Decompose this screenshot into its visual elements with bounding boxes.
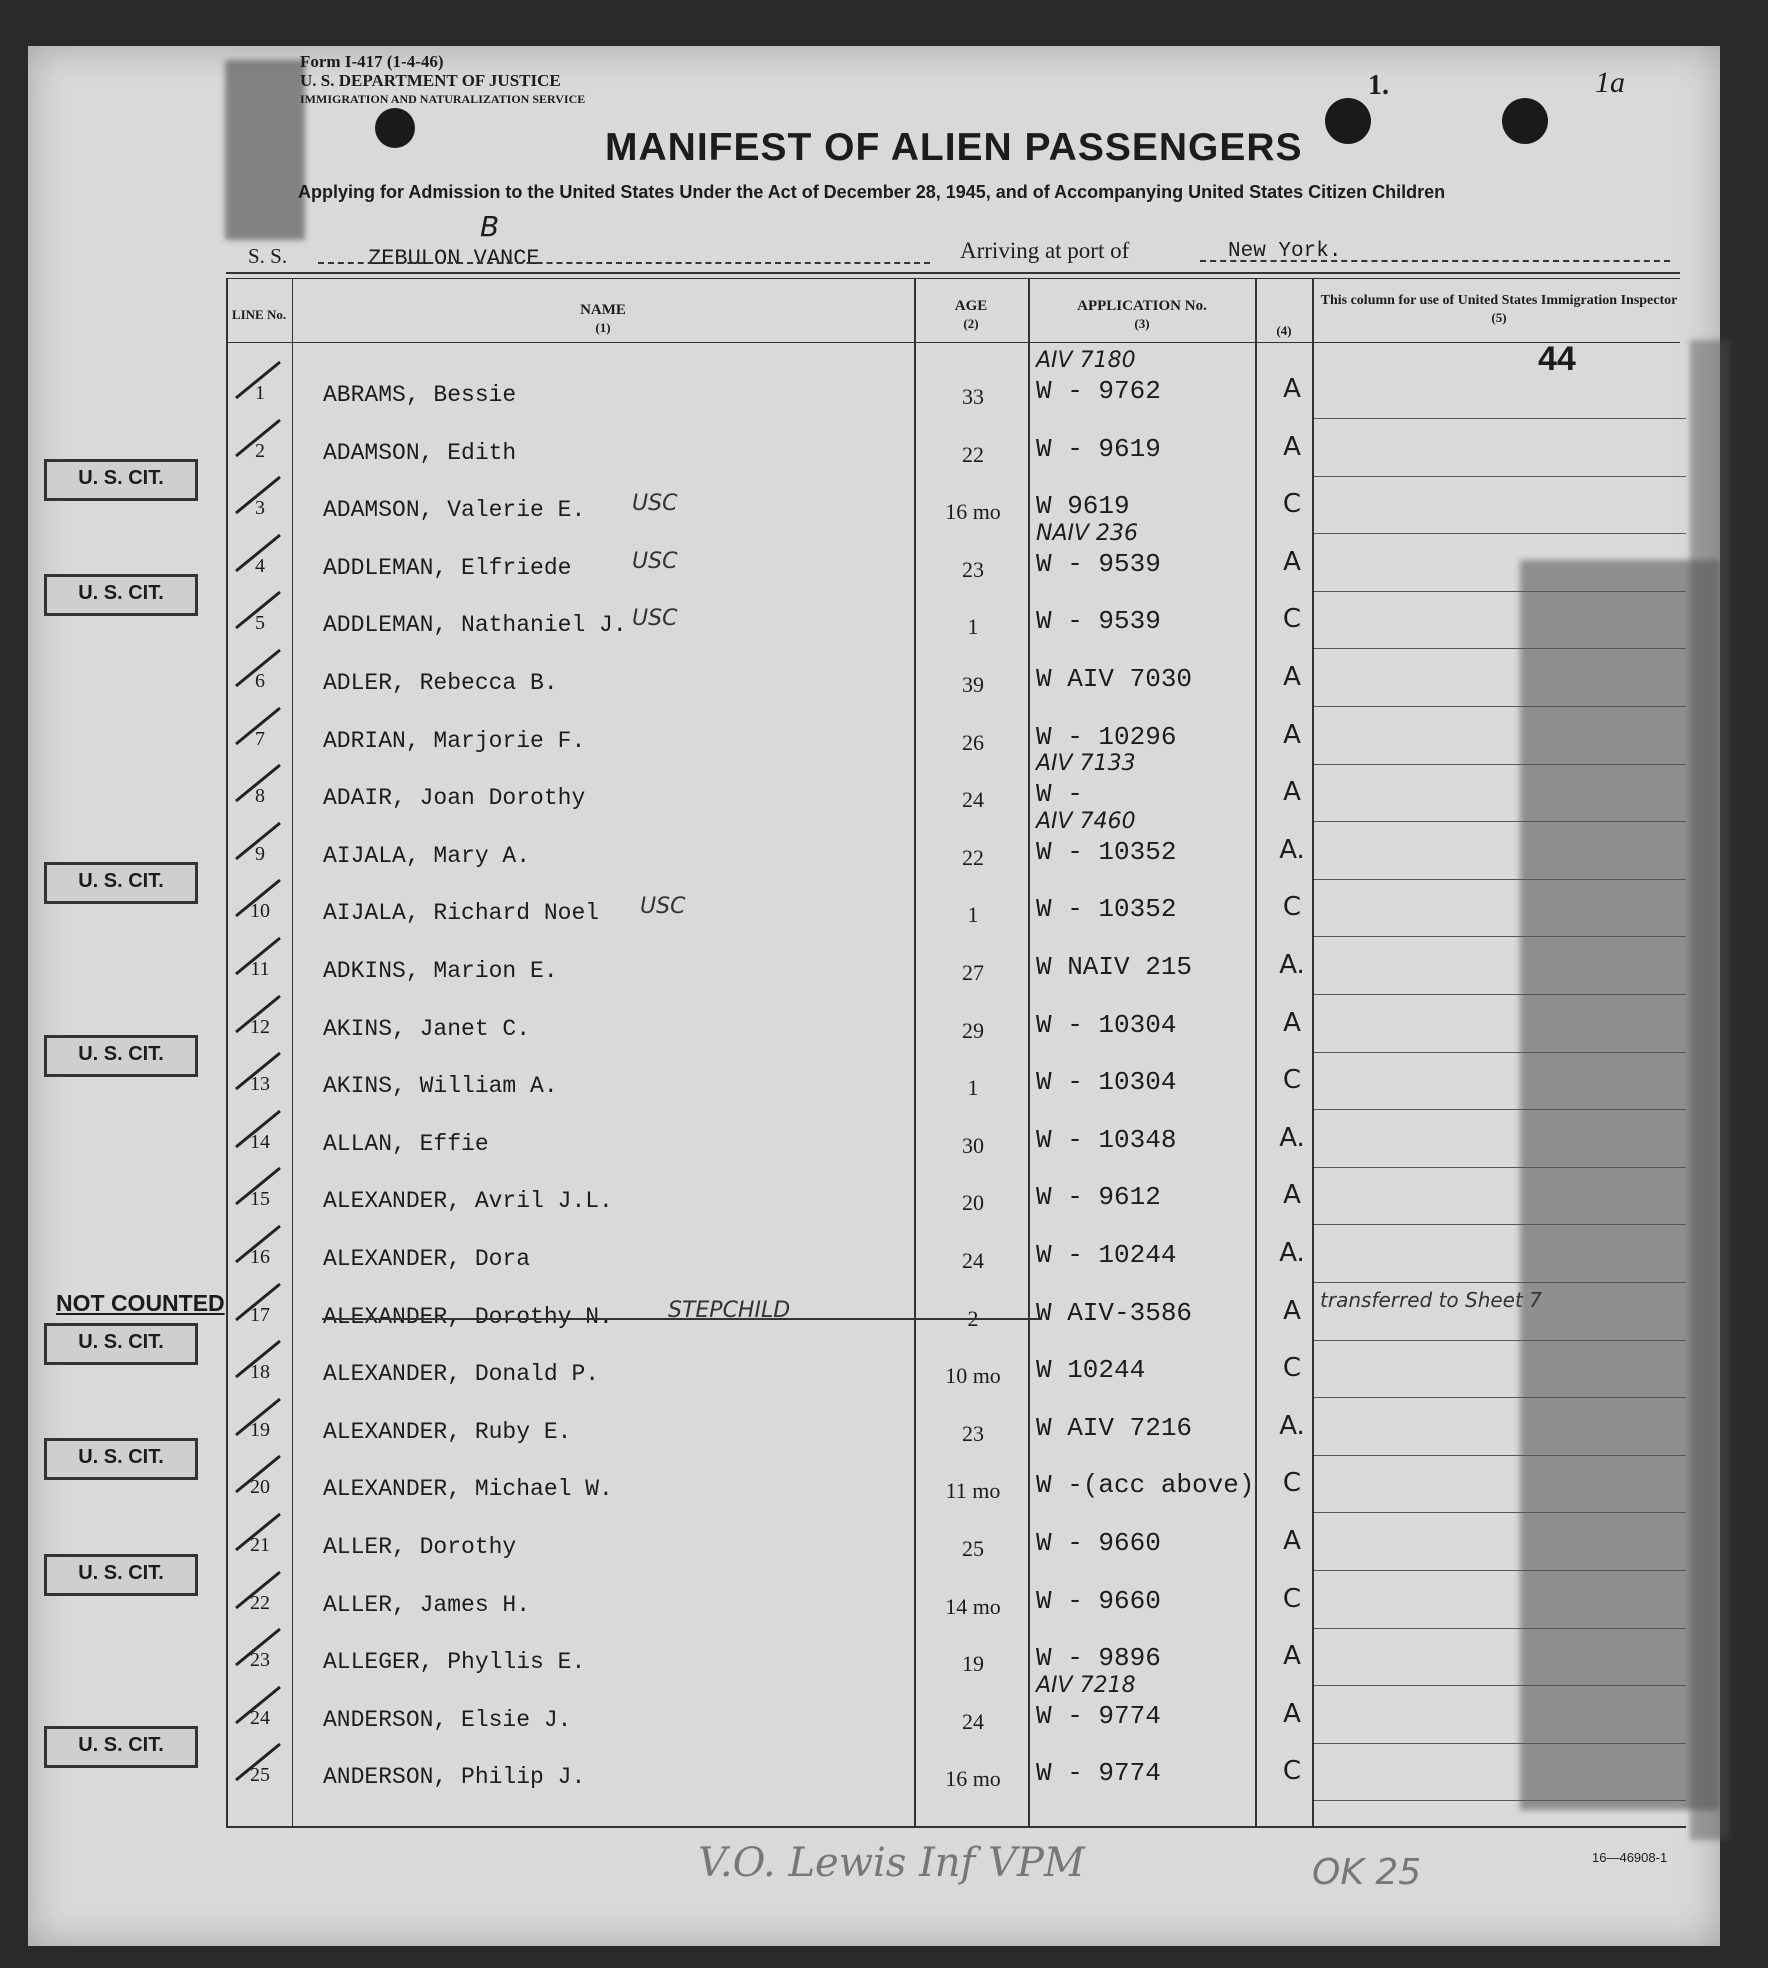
- table-row: [0, 582, 1768, 648]
- table-row: [0, 1284, 1768, 1340]
- passenger-age: 19: [962, 1651, 984, 1677]
- table-row: [0, 1111, 1768, 1167]
- table-row: [0, 1514, 1768, 1570]
- passenger-name: ALEXANDER, Dora: [323, 1246, 531, 1272]
- passenger-class: C: [1282, 1065, 1302, 1096]
- passenger-age: 23: [962, 556, 984, 582]
- passenger-name: ALLER, Dorothy: [323, 1534, 517, 1560]
- passenger-name: ADAIR, Joan Dorothy: [323, 785, 586, 812]
- passenger-class: C: [1282, 604, 1302, 635]
- passenger-name: AKINS, William A.: [323, 1073, 558, 1100]
- application-number: W AIV 7216: [1036, 1412, 1193, 1443]
- application-number: W 9619: [1036, 491, 1130, 522]
- table-row: [0, 520, 1768, 591]
- line-number: 3: [255, 497, 265, 520]
- passenger-class: C: [1282, 1583, 1302, 1614]
- passenger-age: 22: [962, 441, 984, 467]
- passenger-class: A.: [1279, 950, 1305, 980]
- passenger-age: 11 mo: [945, 1478, 1001, 1504]
- line-number: 16: [250, 1246, 270, 1268]
- passenger-age: 1: [967, 614, 979, 640]
- header-bottom-border: [226, 342, 1680, 343]
- passenger-age: 10 mo: [945, 1363, 1001, 1389]
- inspector-signature: V.O. Lewis Inf VPM: [698, 1840, 1085, 1886]
- line-number: 17: [250, 1303, 270, 1326]
- column-header-name-number: (1): [595, 320, 611, 335]
- line-number: 4: [255, 554, 265, 577]
- table-row: [0, 1399, 1768, 1455]
- us-citizen-stamp: U. S. CIT.: [44, 1726, 198, 1768]
- passenger-name: ADRIAN, Marjorie F.: [323, 727, 586, 754]
- punch-hole: [1502, 98, 1548, 144]
- passenger-class: A: [1283, 431, 1301, 462]
- table-row: [0, 1561, 1768, 1628]
- column-header-age-label: AGE: [954, 298, 988, 314]
- form-header-block: [300, 52, 585, 109]
- passenger-age: 1: [967, 1075, 979, 1101]
- column-header-name-label: NAME: [580, 302, 626, 318]
- table-row: [0, 1672, 1768, 1743]
- column-header-application-label: APPLICATION No.: [1077, 298, 1207, 314]
- handwritten-note: USC: [632, 548, 678, 574]
- passenger-class: C: [1282, 1756, 1302, 1787]
- passenger-name: ADDLEMAN, Nathaniel J.: [323, 612, 627, 639]
- sheet-number: 1.: [1368, 70, 1389, 101]
- inspector-remark: transferred to Sheet 7: [1320, 1287, 1542, 1312]
- table-row: [0, 808, 1768, 879]
- not-counted-stamp: NOT COUNTED: [56, 1289, 225, 1316]
- line-number: 15: [250, 1188, 270, 1211]
- passenger-age: 16 mo: [945, 499, 1001, 525]
- line-number: 14: [250, 1130, 270, 1153]
- table-row: [0, 650, 1768, 706]
- passenger-age: 20: [962, 1190, 984, 1216]
- inspector-row-line: [1314, 1800, 1686, 1801]
- application-number-handwritten: AIV 7133: [1036, 751, 1136, 777]
- line-number: 7: [255, 727, 265, 750]
- table-row: [0, 420, 1768, 476]
- strike-through-line: [322, 1318, 1042, 1320]
- ship-name: ZEBULON VANCE: [368, 246, 540, 271]
- passenger-name: AIJALA, Richard Noel: [323, 900, 600, 927]
- passenger-age: 33: [962, 384, 984, 409]
- application-number: W NAIV 215: [1036, 952, 1193, 982]
- application-number: W - 9774: [1036, 1758, 1161, 1789]
- table-top-border: [226, 272, 1680, 274]
- line-number: 2: [255, 439, 265, 462]
- passenger-class: A: [1283, 1180, 1301, 1211]
- column-header-inspector: [1318, 292, 1680, 326]
- table-row: [0, 467, 1768, 533]
- inspector-total: 44: [1538, 340, 1576, 378]
- line-number: 24: [250, 1706, 270, 1729]
- passenger-name: ALEXANDER, Ruby E.: [323, 1418, 572, 1445]
- passenger-class: A: [1283, 1698, 1301, 1729]
- application-number-handwritten: AIV 7218: [1036, 1672, 1136, 1698]
- application-number: W - 9539: [1036, 548, 1161, 579]
- application-number-handwritten: AIV 7460: [1036, 808, 1136, 834]
- table-row: [0, 996, 1768, 1052]
- application-number: W - 9660: [1036, 1585, 1161, 1616]
- line-number: 10: [250, 900, 270, 923]
- column-header-inspector-number: (5): [1491, 310, 1507, 325]
- application-number: W - 10244: [1036, 1240, 1177, 1270]
- handwritten-note: USC: [640, 894, 686, 920]
- ship-prefix: S. S.: [248, 244, 288, 268]
- port-name: New York.: [1228, 240, 1342, 263]
- passenger-age: 24: [962, 1248, 984, 1273]
- column-header-inspector-label: This column for use of United States Immigration Inspector: [1320, 293, 1678, 308]
- passenger-class: A: [1283, 374, 1301, 404]
- passenger-class: A.: [1279, 1238, 1305, 1268]
- application-number-handwritten: NAIV 236: [1036, 520, 1139, 546]
- table-top-border: [226, 278, 1680, 279]
- passenger-age: 16 mo: [945, 1766, 1001, 1792]
- table-row: [0, 1331, 1768, 1397]
- passenger-name: AKINS, Janet C.: [323, 1015, 531, 1042]
- column-header-application: [1030, 298, 1254, 332]
- line-number: 9: [255, 842, 265, 865]
- us-citizen-stamp: U. S. CIT.: [44, 459, 198, 501]
- passenger-age: 2: [967, 1305, 979, 1331]
- passenger-class: C: [1282, 892, 1302, 923]
- passenger-name: ADKINS, Marion E.: [323, 958, 558, 984]
- application-number: W - 9762: [1036, 376, 1161, 406]
- passenger-name: ALLAN, Effie: [323, 1130, 489, 1157]
- passenger-name: ADDLEMAN, Elfriede: [323, 554, 572, 581]
- passenger-name: ANDERSON, Philip J.: [323, 1764, 586, 1791]
- passenger-age: 29: [962, 1017, 984, 1043]
- line-number: 6: [255, 670, 265, 692]
- passenger-class: C: [1282, 1353, 1302, 1384]
- us-citizen-stamp: U. S. CIT.: [44, 1323, 198, 1365]
- handwritten-note: USC: [632, 606, 678, 632]
- application-number: W - 10296: [1036, 721, 1177, 752]
- column-header-class: [1257, 322, 1311, 339]
- passenger-name: ALLEGER, Phyllis E.: [323, 1649, 586, 1676]
- line-number: 21: [250, 1534, 270, 1556]
- application-number: W - 9539: [1036, 606, 1161, 637]
- passenger-name: ADAMSON, Valerie E.: [323, 497, 586, 524]
- arriving-label: Arriving at port of: [960, 238, 1130, 263]
- punch-hole: [375, 108, 415, 148]
- application-number: W -(acc above): [1036, 1470, 1255, 1501]
- passenger-class: A.: [1279, 1122, 1305, 1153]
- table-row: [0, 870, 1768, 936]
- passenger-name: ALEXANDER, Avril J.L.: [323, 1188, 613, 1215]
- line-number: 25: [250, 1764, 270, 1787]
- page-subtitle: Applying for Admission to the United States Under the Act of December 28, 1945, and of Accompanying United States Citizen Children: [298, 182, 1446, 202]
- line-number: 23: [250, 1649, 270, 1672]
- ship-hand-mark: B: [480, 210, 500, 243]
- line-number: 11: [250, 958, 270, 980]
- passenger-age: 14 mo: [945, 1593, 1001, 1619]
- table-row: [0, 1043, 1768, 1109]
- passenger-class: A.: [1279, 1410, 1305, 1441]
- line-number: 20: [250, 1476, 270, 1499]
- passenger-name: ALEXANDER, Michael W.: [323, 1476, 613, 1503]
- handwritten-note: USC: [632, 491, 678, 517]
- form-service: IMMIGRATION AND NATURALIZATION SERVICE: [300, 92, 586, 106]
- application-number: W - 9896: [1036, 1643, 1161, 1674]
- passenger-class: C: [1282, 1468, 1302, 1499]
- application-number: W - 10304: [1036, 1009, 1177, 1040]
- passenger-age: 23: [962, 1420, 984, 1446]
- line-number: 8: [255, 785, 265, 808]
- application-number-handwritten: AIV 7180: [1036, 348, 1136, 373]
- line-number: 18: [250, 1361, 270, 1384]
- passenger-class: A: [1283, 1007, 1301, 1038]
- passenger-class: A: [1283, 719, 1301, 750]
- passenger-age: 27: [962, 960, 984, 985]
- column-header-line: LINE No.: [231, 307, 287, 322]
- us-citizen-stamp: U. S. CIT.: [44, 1554, 198, 1596]
- form-number: Form I-417 (1-4-46): [300, 52, 444, 71]
- application-number: W - 9660: [1036, 1528, 1161, 1558]
- port-underline: [1200, 260, 1670, 262]
- form-department: U. S. DEPARTMENT OF JUSTICE: [300, 71, 561, 90]
- application-number: W - 10352: [1036, 894, 1177, 925]
- table-row: [0, 1734, 1768, 1800]
- passenger-name: ALEXANDER, Dorothy N.: [323, 1303, 613, 1330]
- sheet-number-handwritten: 1a: [1595, 66, 1625, 99]
- passenger-name: ANDERSON, Elsie J.: [323, 1706, 572, 1733]
- table-row: [0, 708, 1768, 764]
- form-code: 16—46908-1: [1592, 1850, 1668, 1865]
- application-number: W - 10352: [1036, 836, 1177, 867]
- application-number: W - 10348: [1036, 1124, 1177, 1155]
- us-citizen-stamp: U. S. CIT.: [44, 1035, 198, 1077]
- passenger-age: 1: [967, 902, 979, 928]
- passenger-age: 24: [962, 787, 984, 813]
- line-number: 13: [250, 1073, 270, 1096]
- line-number: 1: [255, 382, 265, 404]
- page-title: MANIFEST OF ALIEN PASSENGERS: [605, 126, 1303, 169]
- line-number: 19: [250, 1418, 270, 1441]
- passenger-class: A: [1283, 777, 1301, 808]
- application-number: W - 9774: [1036, 1700, 1161, 1731]
- passenger-age: 30: [962, 1132, 984, 1158]
- table-row: [0, 1226, 1768, 1282]
- passenger-name: ALEXANDER, Donald P.: [323, 1361, 600, 1388]
- passenger-age: 26: [962, 729, 984, 755]
- paper-stain: [225, 60, 305, 240]
- passenger-age: 39: [962, 672, 984, 697]
- line-number: 5: [255, 612, 265, 635]
- application-number: W 10244: [1036, 1355, 1146, 1386]
- passenger-age: 24: [962, 1708, 984, 1734]
- column-header-age-number: (2): [963, 316, 979, 331]
- application-number: W - 9619: [1036, 433, 1161, 464]
- table-row: [0, 938, 1768, 994]
- table-row: [0, 1629, 1768, 1685]
- passenger-name: AIJALA, Mary A.: [323, 842, 531, 869]
- passenger-name: ADAMSON, Edith: [323, 439, 517, 466]
- table-bottom-border: [226, 1826, 1686, 1828]
- us-citizen-stamp: U. S. CIT.: [44, 574, 198, 616]
- line-number: 12: [250, 1015, 270, 1038]
- passenger-class: A: [1283, 1295, 1301, 1326]
- handwritten-note: STEPCHILD: [668, 1297, 791, 1323]
- passenger-name: ADLER, Rebecca B.: [323, 670, 558, 696]
- us-citizen-stamp: U. S. CIT.: [44, 1438, 198, 1480]
- column-header-name: [294, 302, 912, 336]
- column-header-age: [916, 298, 1026, 332]
- column-header-application-number: (3): [1134, 316, 1150, 331]
- punch-hole: [1325, 98, 1371, 144]
- application-number: W -: [1036, 779, 1083, 810]
- application-number: W AIV-3586: [1036, 1297, 1193, 1328]
- passenger-class: A: [1283, 546, 1301, 577]
- table-row: [0, 1168, 1768, 1224]
- passenger-class: A: [1283, 1641, 1301, 1672]
- column-header-class-number: (4): [1276, 323, 1292, 338]
- passenger-name: ABRAMS, Bessie: [323, 382, 517, 408]
- table-row: [0, 751, 1768, 821]
- passenger-age: 25: [962, 1536, 984, 1561]
- application-number: W AIV 7030: [1036, 664, 1193, 694]
- passenger-name: ALLER, James H.: [323, 1591, 531, 1618]
- ok-mark: OK 25: [1312, 1852, 1422, 1893]
- us-citizen-stamp: U. S. CIT.: [44, 862, 198, 904]
- passenger-class: A: [1283, 1526, 1301, 1556]
- table-row: [0, 1446, 1768, 1512]
- passenger-class: A.: [1279, 834, 1305, 865]
- application-number: W - 9612: [1036, 1182, 1161, 1213]
- passenger-class: A: [1283, 662, 1301, 692]
- passenger-class: C: [1282, 489, 1302, 520]
- ship-underline: [318, 262, 930, 264]
- passenger-age: 22: [962, 844, 984, 870]
- line-number: 22: [250, 1591, 270, 1614]
- application-number: W - 10304: [1036, 1067, 1177, 1098]
